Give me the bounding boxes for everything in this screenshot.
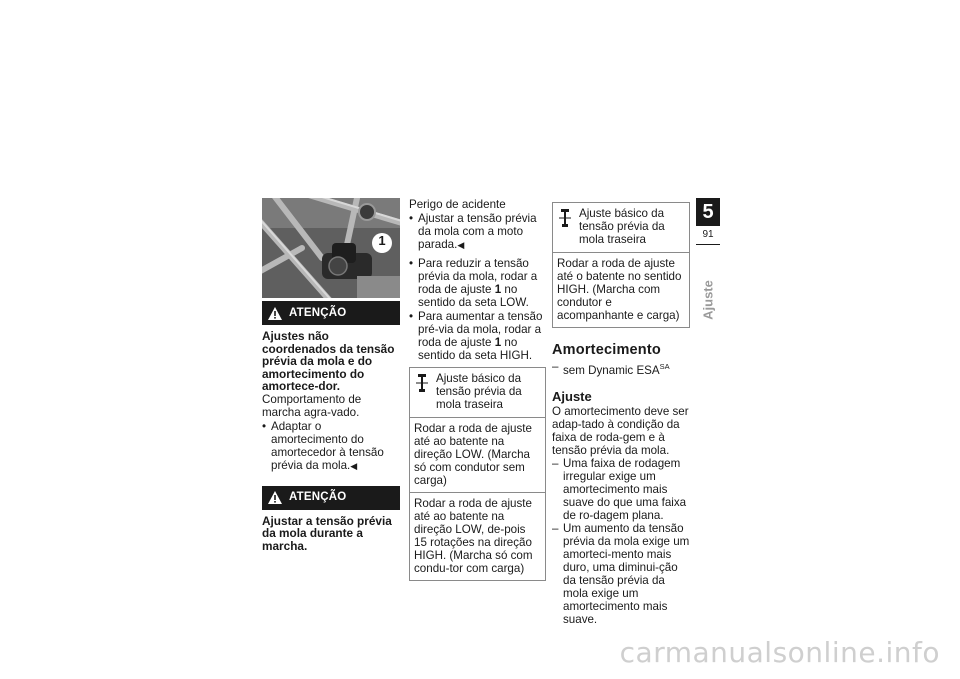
spec-table-row: Rodar a roda de ajuste até o batente no sentido HIGH. (Marcha com condutor e acompanhante e carga) xyxy=(557,257,682,322)
instruction-text-2b: no sentido da seta LOW. xyxy=(418,283,529,309)
instruction-text-1: Ajustar a tensão prévia da mola com a moto parada. xyxy=(418,212,537,251)
body-paragraph: O amortecimento deve ser adap-tado à condição da faixa de roda-gem e à tensão prévia da mola. xyxy=(552,404,689,457)
warning-title: Ajustes não coordenados da tensão prévia da mola e do amortecimento do amortece-dor. xyxy=(262,329,395,393)
end-marker-icon: ◀ xyxy=(457,240,465,250)
instruction-text-3a: Para aumentar a tensão pré-via da mola, rodar a roda de ajuste xyxy=(418,310,543,349)
warning-label: ATENÇÃO xyxy=(289,306,347,319)
page-number: 91 xyxy=(702,229,714,240)
reference-number: 1 xyxy=(494,336,502,349)
hazard-text: Perigo de acidente xyxy=(409,198,506,211)
photo-callout-label: 1 xyxy=(378,233,386,248)
column-1 xyxy=(262,198,400,552)
reference-number: 1 xyxy=(494,283,502,296)
warning-banner xyxy=(262,301,400,325)
chapter-number: 5 xyxy=(696,198,720,226)
warning-icon xyxy=(268,491,282,504)
dash-item-1: – Uma faixa de rodagem irregular exige um amortecimento mais suave do que uma faixa de ro-dagem plana. xyxy=(552,457,690,522)
instruction-text-3b: no sentido da seta HIGH. xyxy=(418,336,533,362)
warning-body: Comportamento de marcha agra-vado. xyxy=(262,392,362,419)
instruction-text-2a: Para reduzir a tensão prévia da mola, rodar a roda de ajuste xyxy=(418,257,538,296)
section-label-container xyxy=(696,270,720,330)
spec-table-row: Rodar a roda de ajuste até ao batente na direção LOW. (Marcha só com condutor sem carga) xyxy=(410,418,545,493)
wrench-icon xyxy=(416,374,436,395)
spec-table-row: Rodar a roda de ajuste até ao batente na direção LOW, de-pois 15 rotações na direção HIGH. (Marcha só com condu-tor com carga) xyxy=(414,497,533,575)
subsection-heading: Ajuste xyxy=(552,388,592,404)
divider xyxy=(696,244,720,245)
warning-bullet xyxy=(262,420,400,473)
variant-text: sem Dynamic ESA xyxy=(563,363,660,377)
spec-table-header xyxy=(410,368,545,418)
suspension-photo xyxy=(262,198,400,298)
warning-label-2: ATENÇÃO xyxy=(289,491,347,503)
variant-superscript: SA xyxy=(659,362,670,371)
section-label: Ajuste xyxy=(700,280,716,320)
warning-title-2: Ajustar a tensão prévia da mola durante a marcha. xyxy=(262,513,392,553)
instruction-bullet-2 xyxy=(409,257,546,309)
spec-table-title: Ajuste básico da tensão prévia da mola traseira xyxy=(436,372,522,411)
column-3 xyxy=(552,198,690,626)
column-2 xyxy=(409,198,546,581)
warning-banner-2 xyxy=(262,486,400,510)
instruction-bullet-3 xyxy=(409,310,546,362)
spec-table xyxy=(409,367,546,581)
warning-bullet-text: Adaptar o amortecimento do amortecedor à tensão prévia da mola. xyxy=(271,419,384,472)
end-marker-icon: ◀ xyxy=(350,460,358,471)
suspension-illustration xyxy=(262,198,400,298)
instruction-bullet-1 xyxy=(409,212,546,252)
spec-table-2 xyxy=(552,202,690,328)
spec-table-header xyxy=(553,203,689,253)
wrench-icon xyxy=(559,209,579,230)
variant-note xyxy=(552,360,690,377)
warning-icon xyxy=(268,307,282,320)
spec-table-title: Ajuste básico da tensão prévia da mola traseira xyxy=(579,207,665,246)
chapter-tab xyxy=(696,198,720,320)
section-heading: Amortecimento xyxy=(552,342,661,358)
dash-item-2: – Um aumento da tensão prévia da mola exige um amorteci-mento mais duro, uma diminui-ção da tensão prévia da mola exige um amortecimento mais suave. xyxy=(552,522,690,626)
watermark: carmanualsonline.info xyxy=(619,636,940,669)
